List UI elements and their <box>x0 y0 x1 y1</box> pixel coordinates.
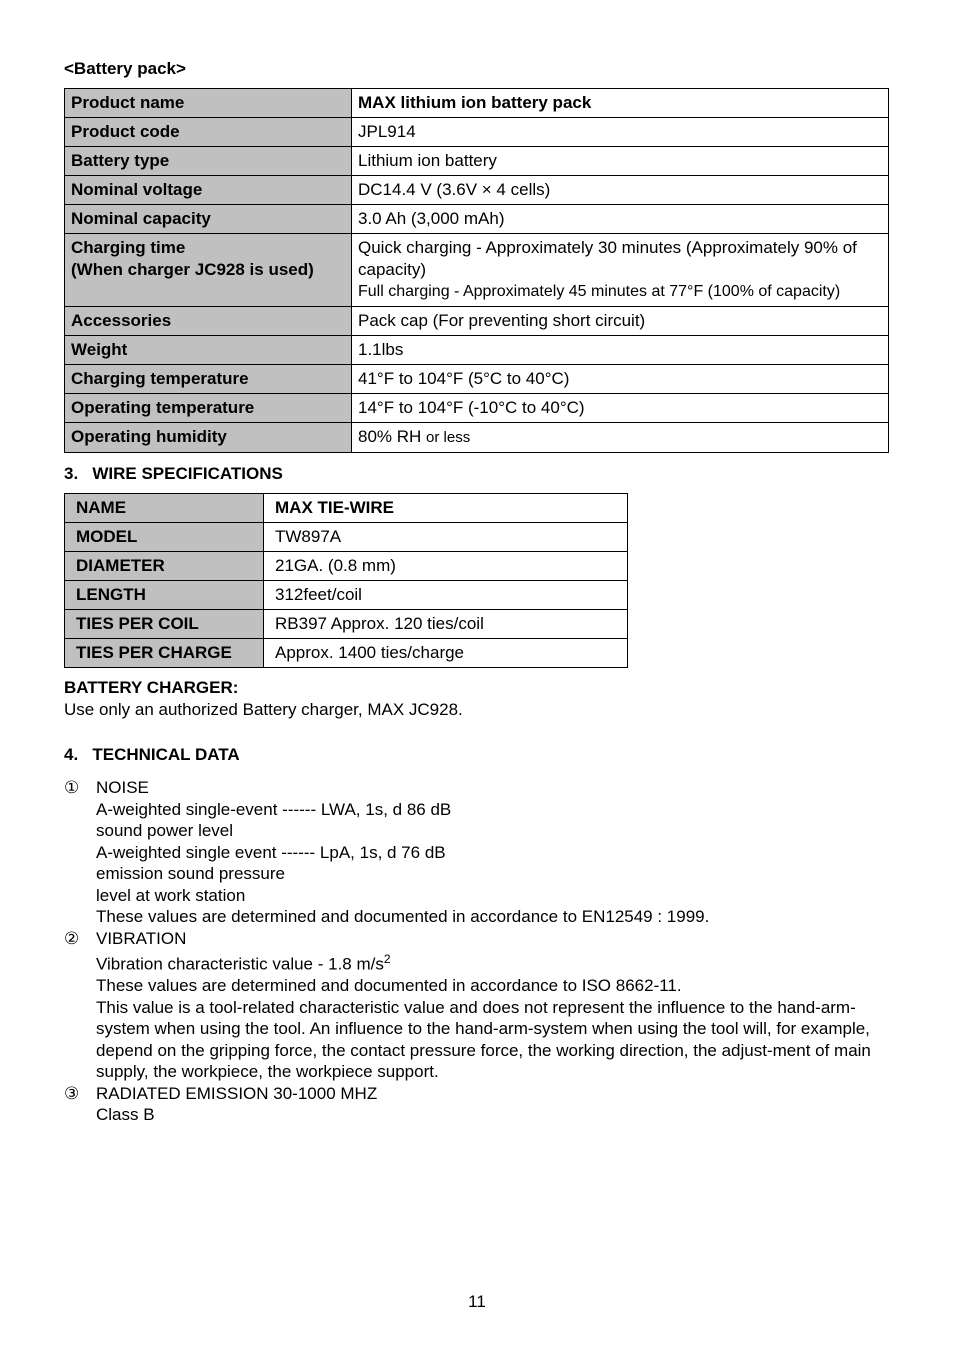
row-value: 312feet/coil <box>264 581 628 610</box>
table-row <box>65 552 628 581</box>
table-row <box>65 394 889 423</box>
table-row <box>65 639 628 668</box>
charging-key-line1: Charging time <box>71 238 186 257</box>
spacer <box>64 721 890 735</box>
row-key: Nominal voltage <box>65 176 352 205</box>
row-key: Operating humidity <box>65 423 352 453</box>
table-row <box>65 336 889 365</box>
row-value: RB397 Approx. 120 ties/coil <box>264 610 628 639</box>
row-key: Battery type <box>65 147 352 176</box>
table-row <box>65 307 889 336</box>
battery-spec-table <box>64 88 889 453</box>
technical-data-heading: 4. TECHNICAL DATA <box>64 745 240 764</box>
vibration-line: These values are determined and documented in accordance to ISO 8662-11. <box>96 976 682 996</box>
humidity-suffix: or less <box>426 429 471 446</box>
table-row <box>65 494 628 523</box>
noise-title: NOISE <box>96 778 149 797</box>
battery-charger-text: Use only an authorized Battery charger, MAX JC928. <box>64 700 463 719</box>
row-key: DIAMETER <box>65 552 264 581</box>
noise-line: A-weighted single event ------ LpA, 1s, d 76 dB <box>96 842 446 862</box>
emission-item <box>64 1083 890 1126</box>
row-value: 3.0 Ah (3,000 mAh) <box>352 205 889 234</box>
row-value: MAX TIE-WIRE <box>264 494 628 523</box>
vibration-value <box>96 949 890 975</box>
row-value: Pack cap (For preventing short circuit) <box>352 307 889 336</box>
vibration-paragraph: This value is a tool-related characteristic value and does not represent the influence to the hand-arm-system when using the tool. An influence to the hand-arm-system when using the tool will, for example, depend on the gripping force, the contact pressure force, the working direction, the adjust-ment of main supply, the workpiece, the workpiece support. <box>96 997 871 1082</box>
table-row <box>65 523 628 552</box>
row-value: 1.1lbs <box>352 336 889 365</box>
circled-number-2: ② <box>64 928 80 948</box>
row-key: Nominal capacity <box>65 205 352 234</box>
battery-charger-heading: BATTERY CHARGER: <box>64 678 239 697</box>
noise-line: These values are determined and documented in accordance to EN12549 : 1999. <box>96 907 710 926</box>
table-row <box>65 89 889 118</box>
superscript-2: 2 <box>383 952 391 966</box>
table-row <box>65 610 628 639</box>
row-key: TIES PER CHARGE <box>65 639 264 668</box>
document-page <box>64 58 890 1126</box>
row-value: MAX lithium ion battery pack <box>352 89 889 118</box>
wire-spec-table <box>64 493 628 668</box>
row-key <box>65 234 352 307</box>
wire-spec-heading: 3. WIRE SPECIFICATIONS <box>64 464 283 483</box>
table-row-charging <box>65 234 889 307</box>
emission-line: Class B <box>96 1105 155 1125</box>
table-row <box>65 147 889 176</box>
circled-number-1: ① <box>64 778 80 797</box>
circled-number-3: ③ <box>64 1083 80 1103</box>
table-row <box>65 581 628 610</box>
row-key: LENGTH <box>65 581 264 610</box>
emission-title: RADIATED EMISSION 30-1000 MHZ <box>96 1083 378 1103</box>
table-row <box>65 176 889 205</box>
row-value: 14°F to 104°F (-10°C to 40°C) <box>352 394 889 423</box>
row-value: JPL914 <box>352 118 889 147</box>
table-row <box>65 205 889 234</box>
charging-key-line2: (When charger JC928 is used) <box>71 260 314 279</box>
row-key: TIES PER COIL <box>65 610 264 639</box>
row-value: TW897A <box>264 523 628 552</box>
row-value <box>352 234 889 307</box>
vibration-item <box>64 928 890 1083</box>
row-value: Lithium ion battery <box>352 147 889 176</box>
row-value <box>352 423 889 453</box>
vibration-value-text: Vibration characteristic value - 1.8 m/s <box>96 954 384 974</box>
page-number: 11 <box>468 1292 486 1311</box>
humidity-main: 80% RH <box>358 427 422 446</box>
quick-charging-text: Quick charging - Approximately 30 minutes (Approximately 90% of capacity) <box>358 238 857 279</box>
battery-pack-heading: <Battery pack> <box>64 59 186 78</box>
noise-line: A-weighted single-event ------ LWA, 1s, d 86 dB <box>96 799 452 819</box>
noise-line: sound power level <box>96 821 234 840</box>
noise-line: level at work station <box>96 885 246 905</box>
row-key: Product name <box>65 89 352 118</box>
row-value: Approx. 1400 ties/charge <box>264 639 628 668</box>
row-key: Weight <box>65 336 352 365</box>
row-value: 21GA. (0.8 mm) <box>264 552 628 581</box>
row-key: MODEL <box>65 523 264 552</box>
vibration-title: VIBRATION <box>96 928 187 948</box>
table-row <box>65 118 889 147</box>
noise-line: emission sound pressure <box>96 864 285 883</box>
row-key: Charging temperature <box>65 365 352 394</box>
row-key: Operating temperature <box>65 394 352 423</box>
row-key: Accessories <box>65 307 352 336</box>
full-charging-text: Full charging - Approximately 45 minutes at 77°F (100% of capacity) <box>358 283 841 300</box>
row-value: DC14.4 V (3.6V × 4 cells) <box>352 176 889 205</box>
row-key: Product code <box>65 118 352 147</box>
spacer <box>64 766 890 777</box>
table-row <box>65 423 889 453</box>
row-value: 41°F to 104°F (5°C to 40°C) <box>352 365 889 394</box>
row-key: NAME <box>65 494 264 523</box>
noise-item <box>64 777 890 928</box>
table-row <box>65 365 889 394</box>
